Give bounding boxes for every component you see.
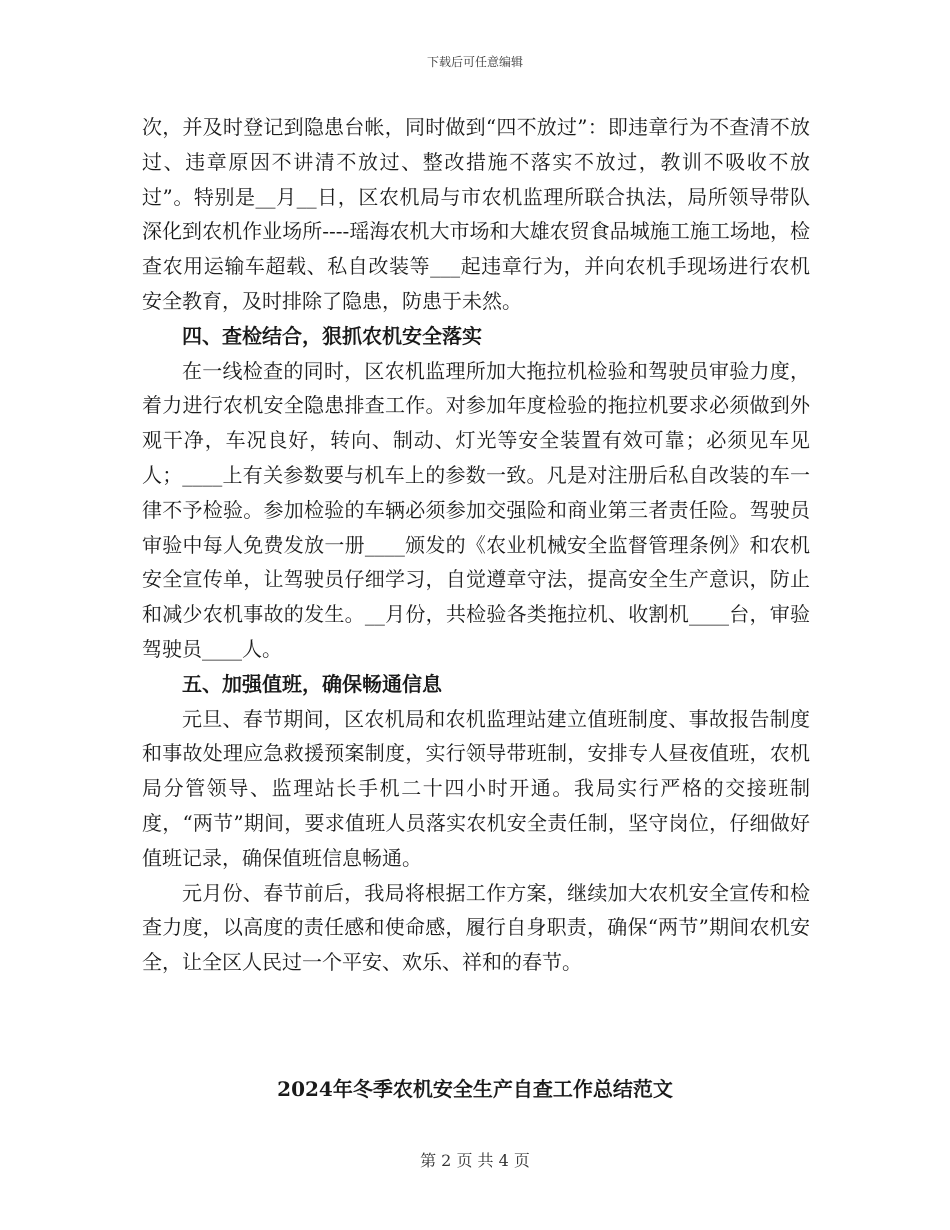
next-document-title: 2024年冬季农机安全生产自查工作总结范文: [277, 1077, 673, 1101]
document-body: [142, 110, 810, 980]
page-header: 下载后可任意编辑: [426, 55, 523, 69]
paragraph-section-4: 在一线检查的同时，区农机监理所加大拖拉机检验和驾驶员审验力度，着力进行农机安全隐患排查工作。对参加年度检验的拖拉机要求必须做到外观干净，车况良好，转向、制动、灯光等安全装置有效可靠；必须见车见人；____上有关参数要与机车上的参数一致。凡是对注册后私自改装的车一律不予检验。参加检验的车辆必须参加交强险和商业第三者责任险。驾驶员审验中每人免费发放一册____颁发的《农业机械安全监督管理条例》和农机安全宣传单，让驾驶员仔细学习，自觉遵章守法，提高安全生产意识，防止和减少农机事故的发生。__月份，共检验各类拖拉机、收割机____台，审验驾驶员____人。: [142, 358, 810, 661]
section-heading-4: 四、查检结合，狠抓农机安全落实: [182, 323, 482, 348]
section-heading-5: 五、加强值班，确保畅通信息: [182, 671, 442, 696]
page-footer: 第 2 页 共 4 页: [420, 1151, 530, 1170]
paragraph-section-5b: 元月份、春节前后，我局将根据工作方案，继续加大农机安全宣传和检查力度，以高度的责任感和使命感，履行自身职责，确保“两节”期间农机安全，让全区人民过一个平安、欢乐、祥和的春节。: [142, 880, 810, 975]
paragraph-section-5a: 元旦、春节期间，区农机局和农机监理站建立值班制度、事故报告制度和事故处理应急救援预案制度，实行领导带班制，安排专人昼夜值班，农机局分管领导、监理站长手机二十四小时开通。我局实行严格的交接班制度，“两节”期间，要求值班人员落实农机安全责任制，坚守岗位，仔细做好值班记录，确保值班信息畅通。: [142, 706, 810, 870]
paragraph-continued: 次，并及时登记到隐患台帐，同时做到“四不放过”：即违章行为不查清不放过、违章原因不讲清不放过、整改措施不落实不放过，教训不吸收不放过”。特别是__月__日，区农机局与市农机监理所联合执法，局所领导带队深化到农机作业场所----瑶海农机大市场和大雄农贸食品城施工施工场地，检查农用运输车超载、私自改装等___起违章行为，并向农机手现场进行农机安全教育，及时排除了隐患，防患于未然。: [142, 115, 810, 313]
